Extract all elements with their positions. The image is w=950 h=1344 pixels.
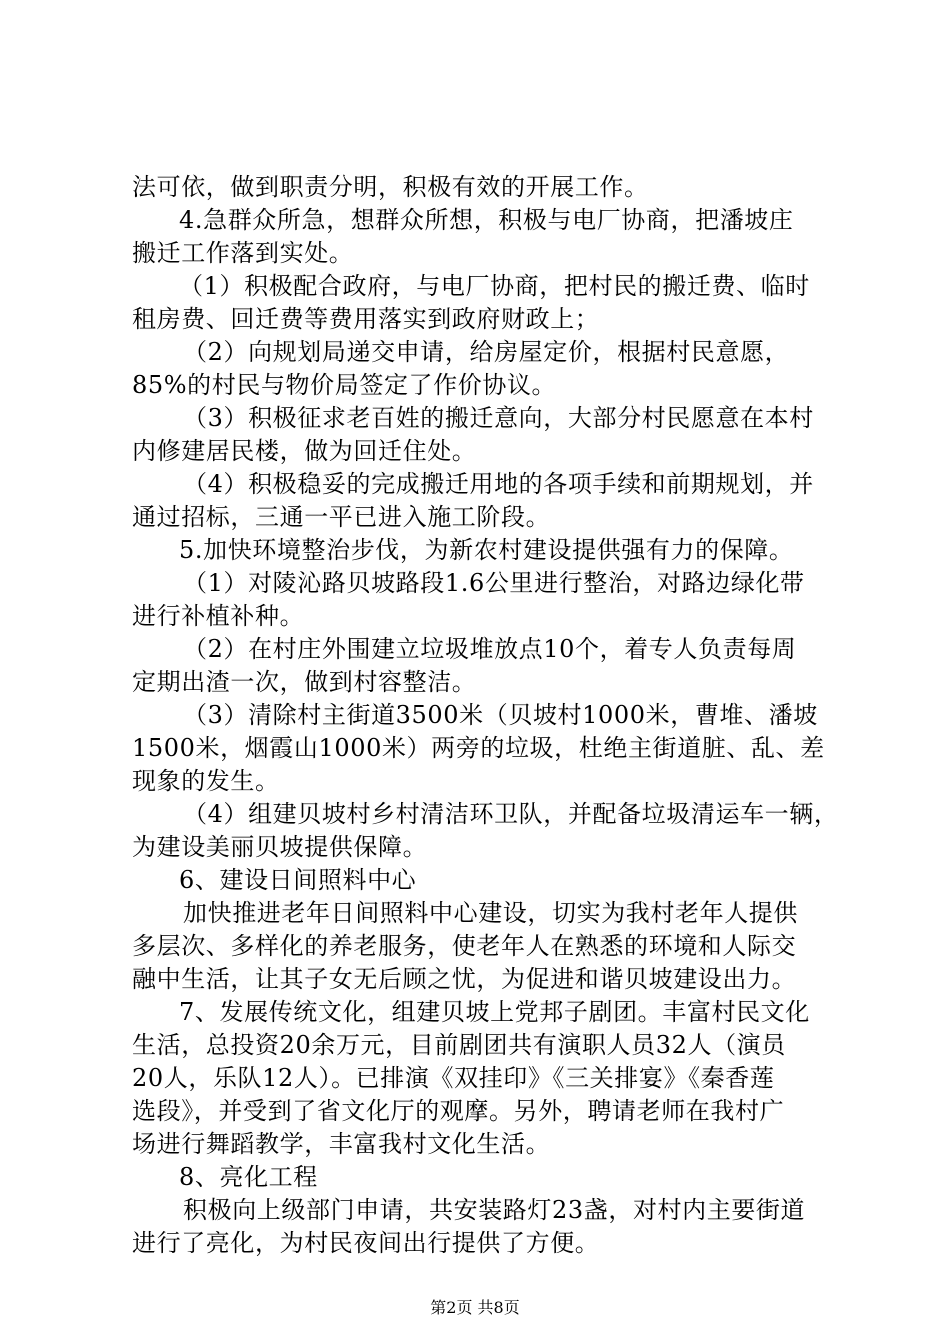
- body-line: 场进行舞蹈教学，丰富我村文化生活。: [132, 1130, 551, 1158]
- body-line: 加快推进老年日间照料中心建设，切实为我村老年人提供: [183, 899, 798, 927]
- body-line: 进行了亮化，为村民夜间出行提供了方便。: [132, 1229, 600, 1257]
- body-line: 8、亮化工程: [179, 1163, 318, 1191]
- body-line: （3）积极征求老百姓的搬迁意向，大部分村民愿意在本村: [183, 404, 814, 432]
- body-line: 1500米，烟霞山1000米）两旁的垃圾，杜绝主街道脏、乱、差: [132, 734, 825, 762]
- body-line: 选段》，并受到了省文化厅的观摩。另外，聘请老师在我村广: [132, 1097, 785, 1125]
- body-line: 85%的村民与物价局签定了作价协议。: [132, 371, 557, 399]
- body-line: （2）向规划局递交申请，给房屋定价，根据村民意愿，: [183, 338, 790, 366]
- body-line: 6、建设日间照料中心: [179, 866, 417, 894]
- body-line: 生活，总投资20余万元，目前剧团共有演职人员32人（演员: [132, 1031, 786, 1059]
- body-line: 融中生活，让其子女无后顾之忧，为促进和谐贝坡建设出力。: [132, 965, 797, 993]
- body-line: 现象的发生。: [132, 767, 280, 795]
- body-line: 为建设美丽贝坡提供保障。: [132, 833, 428, 861]
- body-line: 7、发展传统文化，组建贝坡上党邦子剧团。丰富村民文化: [179, 998, 810, 1026]
- body-line: （2）在村庄外围建立垃圾堆放点10个，着专人负责每周: [183, 635, 797, 663]
- body-line: （4）积极稳妥的完成搬迁用地的各项手续和前期规划，并: [183, 470, 814, 498]
- body-line: （4）组建贝坡村乡村清洁环卫队，并配备垃圾清运车一辆，: [183, 800, 839, 828]
- body-line: 搬迁工作落到实处。: [132, 239, 354, 267]
- body-line: 5.加快环境整治步伐，为新农村建设提供强有力的保障。: [179, 536, 794, 564]
- body-line: 内修建居民楼，做为回迁住处。: [132, 437, 477, 465]
- body-line: （3）清除村主街道3500米（贝坡村1000米，曹堆、潘坡: [183, 701, 818, 729]
- body-line: 法可依，做到职责分明，积极有效的开展工作。: [132, 173, 649, 201]
- body-line: （1）对陵沁路贝坡路段1.6公里进行整治，对路边绿化带: [183, 569, 805, 597]
- body-line: 通过招标，三通一平已进入施工阶段。: [132, 503, 551, 531]
- body-line: 进行补植补种。: [132, 602, 305, 630]
- body-line: 定期出渣一次，做到村容整洁。: [132, 668, 477, 696]
- page-number-footer: 第2页 共8页: [430, 1298, 520, 1317]
- body-line: 20人，乐队12人）。已排演《双挂印》《三关排宴》《秦香莲: [132, 1064, 775, 1092]
- body-line: 4.急群众所急，想群众所想，积极与电厂协商，把潘坡庄: [179, 206, 794, 234]
- body-line: 租房费、回迁费等费用落实到政府财政上；: [132, 305, 600, 333]
- body-line: 积极向上级部门申请，共安装路灯23盏，对村内主要街道: [183, 1196, 806, 1224]
- body-line: （1）积极配合政府，与电厂协商，把村民的搬迁费、临时: [179, 272, 810, 300]
- body-line: 多层次、多样化的养老服务，使老年人在熟悉的环境和人际交: [132, 932, 797, 960]
